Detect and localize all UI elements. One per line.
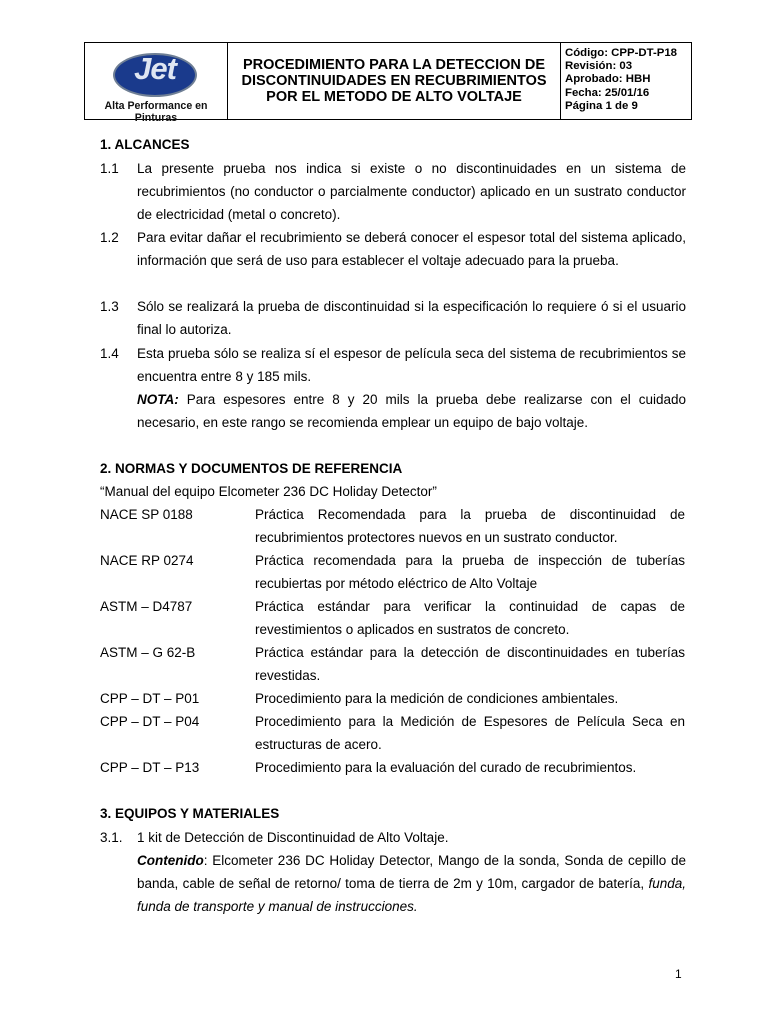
page-number: 1 bbox=[675, 967, 682, 981]
item-text: Para evitar dañar el recubrimiento se deberá conocer el espesor total del sistema aplicado, información que será de uso para establecer el voltaje adecuado para la prueba. bbox=[137, 230, 686, 268]
reference-code: CPP – DT – P04 bbox=[100, 714, 200, 729]
reference-code: CPP – DT – P01 bbox=[100, 691, 200, 706]
section-heading: 1. ALCANCES bbox=[100, 137, 190, 152]
reference-description: Práctica recomendada para la prueba de inspección de tuberías recubiertas por método eléctrico de Alto Voltaje bbox=[255, 553, 685, 591]
item-number: 3.1. bbox=[100, 830, 123, 845]
reference-description: Práctica Recomendada para la prueba de discontinuidad de recubrimientos protectores nuevos en un sustrato conductor. bbox=[255, 507, 685, 545]
reference-description: Procedimiento para la medición de condiciones ambientales. bbox=[255, 691, 619, 706]
reference-code: NACE SP 0188 bbox=[100, 507, 193, 522]
logo-text: Jet bbox=[134, 51, 176, 86]
item-text: Esta prueba sólo se realiza sí el espesor de película seca del sistema de recubrimientos se encuentra entre 8 y 185 mils. bbox=[137, 346, 686, 384]
item-number: 1.2 bbox=[100, 230, 119, 245]
note-label: NOTA: bbox=[137, 392, 179, 407]
item-text: La presente prueba nos indica si existe o no discontinuidades en un sistema de recubrimientos (no conductor o parcialmente conductor) aplicado en un sustrato conductor de electricidad (metal o concreto). bbox=[137, 161, 686, 222]
reference-description: Práctica estándar para la detección de discontinuidades en tuberías revestidas. bbox=[255, 645, 685, 683]
note-paragraph bbox=[137, 388, 686, 434]
section-heading: 3. EQUIPOS Y MATERIALES bbox=[100, 806, 280, 821]
meta-revision: Revisión: 03 bbox=[565, 60, 633, 73]
content-paragraph bbox=[137, 849, 686, 918]
note-text: Para espesores entre 8 y 20 mils la prueba debe realizarse con el cuidado necesario, en este rango se recomienda emplear un equipo de bajo voltaje. bbox=[137, 392, 686, 430]
manual-reference: “Manual del equipo Elcometer 236 DC Holiday Detector” bbox=[100, 484, 437, 499]
item-text: Sólo se realizará la prueba de discontinuidad si la especificación lo requiere ó si el usuario final lo autoriza. bbox=[137, 299, 686, 337]
item-number: 1.4 bbox=[100, 346, 119, 361]
logo-cell bbox=[85, 43, 228, 124]
reference-description: Procedimiento para la evaluación del curado de recubrimientos. bbox=[255, 760, 637, 775]
logo-tagline: Alta Performance en Pinturas bbox=[104, 100, 208, 124]
reference-code: ASTM – D4787 bbox=[100, 599, 193, 614]
reference-description: Procedimiento para la Medición de Espesores de Película Seca en estructuras de acero. bbox=[255, 714, 685, 752]
reference-code: ASTM – G 62-B bbox=[100, 645, 196, 660]
title-line: DISCONTINUIDADES EN RECUBRIMIENTOS bbox=[241, 73, 547, 89]
content-text: : Elcometer 236 DC Holiday Detector, Mango de la sonda, Sonda de cepillo de banda, cable de señal de retorno/ toma de tierra de 2m y 10m, cargador de batería, bbox=[137, 853, 686, 891]
meta-code: Código: CPP-DT-P18 bbox=[565, 47, 678, 59]
document-meta bbox=[561, 43, 691, 119]
content-text-italic: funda, funda de transporte y manual de instrucciones. bbox=[137, 876, 686, 914]
meta-approved: Aprobado: HBH bbox=[565, 73, 651, 86]
content-label: Contenido bbox=[137, 853, 204, 868]
reference-code: CPP – DT – P13 bbox=[100, 760, 200, 775]
meta-page: Página 1 de 9 bbox=[565, 99, 638, 112]
title-line: PROCEDIMIENTO PARA LA DETECCION DE bbox=[242, 57, 546, 73]
reference-code: NACE RP 0274 bbox=[100, 553, 194, 568]
document-title bbox=[228, 43, 561, 119]
reference-description: Práctica estándar para verificar la continuidad de capas de revestimientos o aplicados en sustratos de concreto. bbox=[255, 599, 685, 637]
document-header bbox=[84, 42, 692, 124]
section-heading: 2. NORMAS Y DOCUMENTOS DE REFERENCIA bbox=[100, 461, 403, 476]
title-line: POR EL METODO DE ALTO VOLTAJE bbox=[266, 89, 522, 105]
meta-date: Fecha: 25/01/16 bbox=[565, 86, 650, 99]
item-text: 1 kit de Detección de Discontinuidad de Alto Voltaje. bbox=[137, 830, 449, 845]
item-number: 1.1 bbox=[100, 161, 119, 176]
item-number: 1.3 bbox=[100, 299, 119, 314]
